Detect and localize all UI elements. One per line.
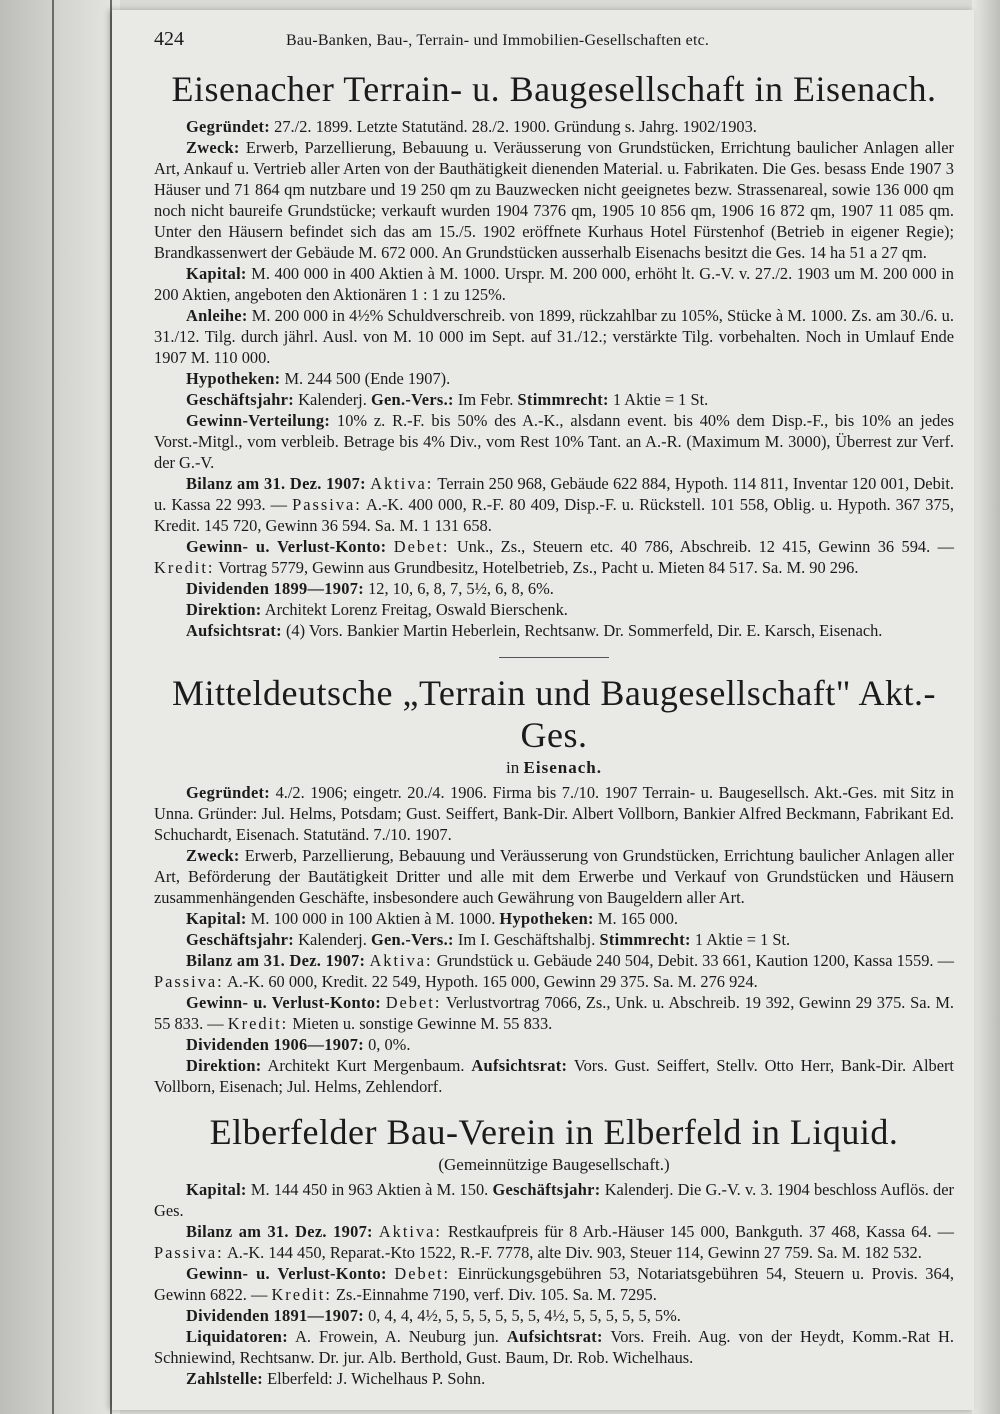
dividends-entry — [154, 1034, 954, 1055]
entry-text: Mieten u. sonstige Gewinne M. 55 833. — [292, 1014, 553, 1033]
dividends-entry — [154, 578, 954, 599]
entry-label: Stimmrecht: — [517, 390, 609, 409]
loan-entry — [154, 305, 954, 368]
passiva-word: Passiva: — [292, 495, 362, 514]
entry-label: Stimmrecht: — [599, 930, 691, 949]
aktiva-word: Aktiva: — [369, 951, 433, 970]
kredit-word: Kredit: — [154, 558, 215, 577]
entry-text: Kalenderj. Die G.-V. v. 3. 1904 beschloss Auflös. der Ges. — [154, 1180, 954, 1220]
capital-entry — [154, 1179, 954, 1221]
gutter-line — [52, 0, 54, 1414]
entry-text: 27./2. 1899. Letzte Statutänd. 28./2. 1900. Gründung s. Jahrg. 1902/1903. — [274, 117, 757, 136]
entry-text: Verlustvortrag 7066, Zs., Unk. u. Abschreib. 19 392, Gewinn 29 375. Sa. M. 55 833. — — [154, 993, 954, 1033]
entry-label: Liquidatoren: — [186, 1327, 288, 1346]
entry-text: A.-K. 60 000, Kredit. 22 549, Hypoth. 165 000, Gewinn 29 375. Sa. M. 276 924. — [226, 972, 758, 991]
purpose-entry — [154, 845, 954, 908]
entry-text: A.-K. 144 450, Reparat.-Kto 1522, R.-F. 7778, alte Div. 903, Steuer 114, Gewinn 27 759. Sa. M. 182 532. — [226, 1243, 922, 1262]
company-title: Elberfelder Bau-Verein in Elberfeld in Liquid. — [209, 1112, 899, 1152]
company-subtitle: (Gemeinnützige Baugesellschaft.) — [438, 1155, 670, 1174]
company-subtitle — [154, 758, 954, 778]
entry-label: Hypotheken: — [186, 369, 281, 388]
subtitle-place: Eisenach. — [523, 758, 602, 777]
section-divider — [499, 657, 609, 658]
entry-label: Aufsichtsrat: — [506, 1327, 603, 1346]
company-title: Eisenacher Terrain- u. Baugesellschaft in Eisenach. — [171, 69, 937, 109]
aktiva-word: Aktiva: — [370, 474, 434, 493]
entry-text: 4./2. 1906; eingetr. 20./4. 1906. Firma bis 7./10. 1907 Terrain- u. Baugesellsch. Akt.-Ges. mit Sitz in Unna. Gründer: Jul. Helms, Potsdam; Gust. Seiffert, Bank-Dir. Albert Vollborn, Bankier Alfred Beckmann, Fabrikant Ed. Schuchardt, Eisenach. Statutänd. 7./10. 1907. — [154, 783, 954, 844]
entry-text: M. 100 000 in 100 Aktien à M. 1000. — [250, 909, 496, 928]
entry-label: Zahlstelle: — [186, 1369, 264, 1388]
entry-text: Grundstück u. Gebäude 240 504, Debit. 33 661, Kaution 1200, Kassa 1559. — — [436, 951, 954, 970]
dividends-entry — [154, 1305, 954, 1326]
entry-label: Hypotheken: — [499, 909, 594, 928]
entry-label: Zweck: — [186, 846, 240, 865]
subtitle-prefix: in — [506, 758, 520, 777]
entry-text: Unk., Zs., Steuern etc. 40 786, Abschreib. 12 415, Gewinn 36 594. — — [456, 537, 954, 556]
profit-loss-entry — [154, 992, 954, 1034]
book-gutter — [0, 0, 120, 1414]
entry-label: Dividenden 1899—1907: — [186, 579, 364, 598]
entry-label: Gewinn- u. Verlust-Konto: — [186, 1264, 387, 1283]
founded-entry — [154, 116, 954, 137]
entry-label: Dividenden 1891—1907: — [186, 1306, 364, 1325]
entry-text: A.-K. 400 000, R.-F. 80 409, Disp.-F. u. Rückstell. 101 558, Oblig. u. Hypoth. 367 375, Kredit. 145 720, Gewinn 36 594. Sa. M. 1 131 658. — [154, 495, 954, 535]
debet-word: Debet: — [393, 537, 450, 556]
entry-text: Terrain 250 968, Gebäude 622 884, Hypoth. 114 811, Inventar 120 001, Debit. u. Kassa 22 993. — — [154, 474, 954, 514]
entry-text: Kalenderj. — [298, 390, 367, 409]
running-head — [154, 28, 954, 58]
entry-text: Architekt Kurt Mergenbaum. — [267, 1056, 465, 1075]
entry-label: Aufsichtsrat: — [471, 1056, 568, 1075]
entry-text: Erwerb, Parzellierung, Bebauung u. Veräusserung von Grundstücken, Errichtung baulicher Anlagen aller Art, Ankauf u. Vertrieb aller Arten von der Bauthätigkeit dienenden Material. u. Fabrikaten. Die Ges. besass Ende 1907 3 Häuser und 71 864 qm nutzbare und 19 250 qm zu Bauzwecken nicht geeignetes bezw. Strassenareal, sowie 136 000 qm noch nicht baureife Grundstücke; verkauft wurden 1904 7376 qm, 1905 10 856 qm, 1906 16 872 qm, 1907 11 085 qm. Unter den Häusern befindet sich das am 15./5. 1902 eröffnete Kurhaus Hotel Fürstenhof (Betrieb in eigener Regie); Brandkassenwert der Gebäude M. 672 000. An Grundstücken ausserhalb Eisenachs besitzt die Ges. 14 ha 51 a 27 qm. — [154, 138, 954, 262]
entry-text: Zs.-Einnahme 7190, verf. Div. 105. Sa. M. 7295. — [336, 1285, 657, 1304]
kredit-word: Kredit: — [227, 1014, 289, 1033]
capital-entry — [154, 908, 954, 929]
page-edge — [972, 0, 1000, 1414]
entry-text: Elberfeld: J. Wichelhaus P. Sohn. — [267, 1369, 486, 1388]
entry-label: Bilanz am 31. Dez. 1907: — [186, 951, 366, 970]
profit-loss-entry — [154, 536, 954, 578]
entry-label: Gewinn- u. Verlust-Konto: — [186, 537, 387, 556]
entry-label: Gegründet: — [186, 117, 271, 136]
management-entry — [154, 599, 954, 620]
page-number: 424 — [154, 28, 184, 50]
passiva-word: Passiva: — [154, 1243, 224, 1262]
balance-entry — [154, 473, 954, 536]
book-page — [112, 10, 974, 1410]
entry-text: (4) Vors. Bankier Martin Heberlein, Rechtsanw. Dr. Sommerfeld, Dir. E. Karsch, Eisenach. — [285, 621, 883, 640]
company-title: Mitteldeutsche „Terrain und Baugesellschaft" Akt.-Ges. — [172, 673, 936, 755]
entry-text: Im I. Geschäftshalbj. — [457, 930, 596, 949]
debet-word: Debet: — [385, 993, 442, 1012]
entry-text: 12, 10, 6, 8, 7, 5½, 6, 8, 6%. — [368, 579, 554, 598]
page-content — [154, 28, 954, 1389]
entry-text: 10% z. R.-F. bis 50% des A.-K., alsdann event. bis 40% dem Disp.-F., bis 10% an jedes Vorst.-Mitgl., vom verbleib. Betrage bis 4% Div., vom Rest 10% Tant. an A.-R. (Maximum M. 3000), Überrest zur Verf. der G.-V. — [154, 411, 954, 472]
entry-text: A. Frowein, A. Neuburg jun. — [295, 1327, 499, 1346]
management-entry — [154, 1055, 954, 1097]
entry-text: 0, 0%. — [368, 1035, 411, 1054]
purpose-entry — [154, 137, 954, 263]
entry-label: Gen.-Vers.: — [370, 390, 454, 409]
entry-label: Dividenden 1906—1907: — [186, 1035, 364, 1054]
supervisory-board-entry — [154, 620, 954, 641]
entry-text: Im Febr. — [457, 390, 514, 409]
entry-label: Gen.-Vers.: — [370, 930, 454, 949]
entry-text: Architekt Lorenz Freitag, Oswald Bierschenk. — [264, 600, 568, 619]
entry-text: 0, 4, 4, 4½, 5, 5, 5, 5, 5, 5, 4½, 5, 5, 5, 5, 5, 5%. — [368, 1306, 681, 1325]
entry-label: Anleihe: — [186, 306, 248, 325]
entry-text: M. 400 000 in 400 Aktien à M. 1000. Urspr. M. 200 000, erhöht lt. G.-V. v. 27./2. 1903 um M. 200 000 in 200 Aktien, angeboten den Aktionären 1 : 1 zu 125%. — [154, 264, 954, 304]
entry-label: Direktion: — [186, 1056, 262, 1075]
balance-entry — [154, 950, 954, 992]
entry-text: Einrückungsgebühren 53, Notariatsgebühren 54, Steuern u. Provis. 364, Gewinn 6822. — — [154, 1264, 954, 1304]
entry-label: Bilanz am 31. Dez. 1907: — [186, 474, 366, 493]
entry-label: Zweck: — [186, 138, 240, 157]
entry-label: Bilanz am 31. Dez. 1907: — [186, 1222, 373, 1241]
entry-label: Kapital: — [186, 1180, 247, 1199]
entry-text: Vors. Freih. Aug. von der Heydt, Komm.-Rat H. Schniewind, Rechtsanw. Dr. jur. Alb. Berthold, Gust. Baum, Dr. Rob. Wichelhaus. — [154, 1327, 954, 1367]
capital-entry — [154, 263, 954, 305]
entry-label: Kapital: — [186, 909, 247, 928]
entry-label: Aufsichtsrat: — [186, 621, 282, 640]
debet-word: Debet: — [394, 1264, 451, 1283]
balance-entry — [154, 1221, 954, 1263]
passiva-word: Passiva: — [154, 972, 224, 991]
entry-text: M. 200 000 in 4½% Schuldverschreib. von 1899, rückzahlbar zu 105%, Stücke à M. 1000. Zs. am 30./6. u. 31./12. Tilg. durch jährl. Ausl. von M. 10 000 im Sept. auf 31./12.; verstärkte Tilg. vorbehalten. Noch in Umlauf Ende 1907 M. 110 000. — [154, 306, 954, 367]
entry-text: M. 144 450 in 963 Aktien à M. 150. — [250, 1180, 489, 1199]
entry-text: M. 165 000. — [597, 909, 679, 928]
profit-distribution-entry — [154, 410, 954, 473]
paying-agent-entry — [154, 1368, 954, 1389]
entry-text: Vors. Gust. Seiffert, Stellv. Otto Herr, Bank-Dir. Albert Vollborn, Eisenach; Jul. Helms, Zehlendorf. — [154, 1056, 954, 1096]
entry-text: Kalenderj. — [298, 930, 367, 949]
entry-label: Kapital: — [186, 264, 247, 283]
entry-label: Gewinn- u. Verlust-Konto: — [186, 993, 381, 1012]
aktiva-word: Aktiva: — [378, 1222, 442, 1241]
kredit-word: Kredit: — [271, 1285, 332, 1304]
founded-entry — [154, 782, 954, 845]
mortgage-entry — [154, 368, 954, 389]
entry-text: Erwerb, Parzellierung, Bebauung und Veräusserung von Grundstücken, Errichtung baulicher Anlagen aller Art, Beförderung der Bautätigkeit Dritter und alle mit dem Erwerbe und Verkauf von Grundstücken und Häusern zusammenhängenden Geschäfte, insbesondere auch Gewährung von Baugeldern aller Art. — [154, 846, 954, 907]
profit-loss-entry — [154, 1263, 954, 1305]
entry-label: Gegründet: — [186, 783, 271, 802]
entry-label: Geschäftsjahr: — [492, 1180, 601, 1199]
entry-text: Restkaufpreis für 8 Arb.-Häuser 145 000, Bankguth. 37 468, Kassa 64. — — [447, 1222, 954, 1241]
entry-text: 1 Aktie = 1 St. — [612, 390, 709, 409]
fiscal-year-entry — [154, 389, 954, 410]
entry-label: Gewinn-Verteilung: — [186, 411, 331, 430]
entry-text: M. 244 500 (Ende 1907). — [284, 369, 451, 388]
entry-label: Direktion: — [186, 600, 262, 619]
entry-text: Vortrag 5779, Gewinn aus Grundbesitz, Hotelbetrieb, Zs., Pacht u. Mieten 84 517. Sa. M. 90 296. — [218, 558, 859, 577]
entry-label: Geschäftsjahr: — [186, 930, 294, 949]
entry-label: Geschäftsjahr: — [186, 390, 294, 409]
liquidators-entry — [154, 1326, 954, 1368]
fiscal-year-entry — [154, 929, 954, 950]
entry-text: 1 Aktie = 1 St. — [694, 930, 791, 949]
running-title: Bau-Banken, Bau-, Terrain- und Immobilien-Gesellschaften etc. — [286, 32, 710, 49]
